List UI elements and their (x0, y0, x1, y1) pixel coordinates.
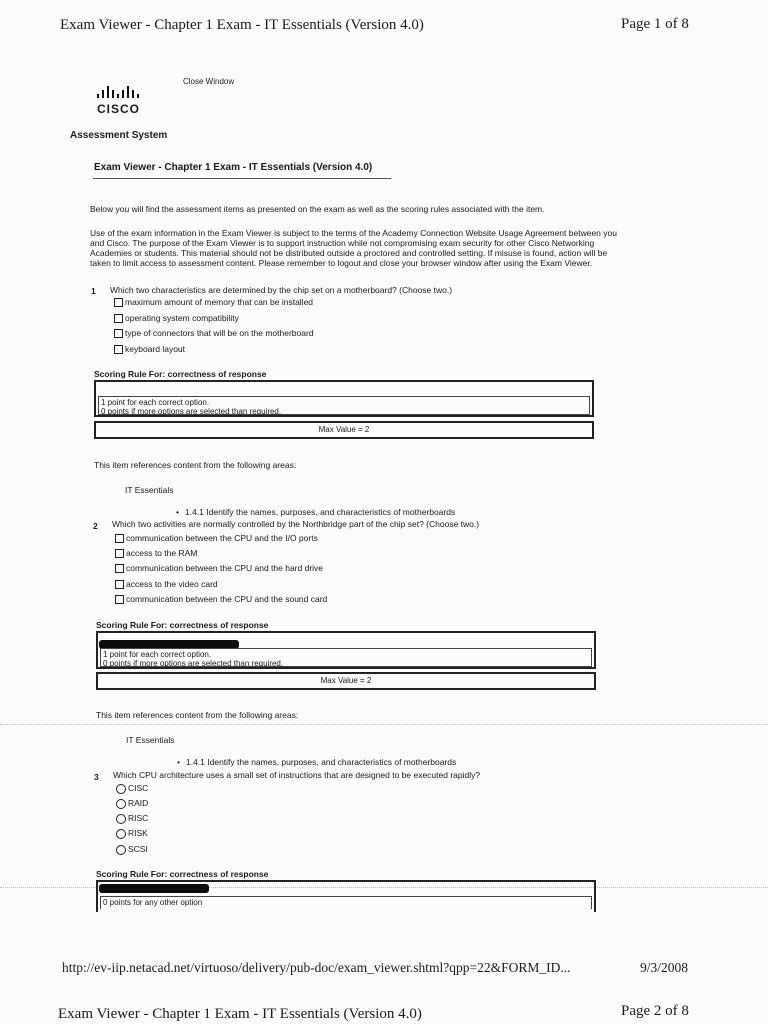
answer-option[interactable] (114, 344, 185, 355)
question-text: Which two characteristics are determined by the chip set on a motherboard? (Choose two.) (110, 285, 453, 295)
usage-line: and Cisco. The purpose of the Exam Viewer is to support instruction while not compromising exam security for other Cisco Networking (90, 238, 595, 248)
page-footer-url: http://ev-iip.netacad.net/virtuoso/delivery/pub-doc/exam_viewer.shtml?qpp=22&FORM_ID... (62, 960, 571, 975)
scoring-rule-box (96, 880, 596, 912)
answer-option[interactable] (115, 579, 218, 590)
question-text: Which two activities are normally controlled by the Northbridge part of the chip set? (Choose two.) (112, 519, 480, 529)
checkbox-icon[interactable] (114, 345, 123, 354)
radio-icon[interactable] (116, 829, 126, 839)
checkbox-icon[interactable] (114, 314, 123, 323)
radio-icon[interactable] (116, 784, 126, 794)
rule-line: 0 points for any other option (103, 898, 203, 907)
answer-option[interactable] (114, 328, 314, 339)
objective-item: • 1.4.1 Identify the names, purposes, and characteristics of motherboards (177, 757, 456, 767)
answer-option[interactable] (115, 594, 327, 605)
page-header-title: Exam Viewer - Chapter 1 Exam - IT Essentials (Version 4.0) (58, 1006, 422, 1022)
close-window-link[interactable]: Close Window (183, 77, 235, 86)
option-label: access to the RAM (126, 548, 198, 558)
answer-option[interactable] (116, 798, 148, 809)
answer-option[interactable] (115, 533, 318, 544)
radio-icon[interactable] (116, 845, 126, 855)
scoring-rule-box (96, 631, 596, 669)
scoring-rule-label: Scoring Rule For: correctness of response (94, 369, 267, 379)
answer-option[interactable] (116, 783, 148, 794)
checkbox-icon[interactable] (114, 329, 123, 338)
usage-line: Use of the exam information in the Exam Viewer is subject to the terms of the Academy Connection Website Usage Agreement between you (90, 228, 617, 238)
area-label: IT Essentials (126, 735, 175, 745)
references-label: This item references content from the following areas: (94, 460, 297, 470)
answer-option[interactable] (115, 563, 323, 574)
rule-line: 1 point for each correct option. (101, 398, 210, 407)
option-label: SCSI (128, 844, 148, 854)
answer-option[interactable] (115, 548, 197, 559)
scan-artifact-line (0, 724, 768, 725)
scoring-rule-label: Scoring Rule For: correctness of response (96, 620, 269, 630)
usage-line: Academies or students. This material should not be distributed outside a proctored and controlled setting. If misuse is found, action will be (90, 248, 608, 258)
usage-line: taken to limit access to assessment content. Please remember to logout and close your browser window after using the Exam Viewer. (90, 258, 593, 268)
radio-icon[interactable] (116, 799, 126, 809)
checkbox-icon[interactable] (115, 580, 124, 589)
max-value: Max Value = 2 (94, 421, 594, 439)
option-label: access to the video card (126, 579, 218, 589)
page-footer-date: 9/3/2008 (640, 960, 689, 975)
max-value: Max Value = 2 (96, 672, 596, 690)
checkbox-icon[interactable] (115, 564, 124, 573)
references-label: This item references content from the following areas: (96, 710, 299, 720)
system-title: Assessment System (70, 130, 168, 141)
checkbox-icon[interactable] (114, 298, 123, 307)
option-label: maximum amount of memory that can be installed (125, 297, 314, 307)
cisco-logo-text: CISCO (97, 102, 141, 116)
scoring-rules (98, 396, 590, 415)
question-number: 3 (94, 772, 99, 782)
answer-option[interactable] (114, 313, 239, 324)
rule-line: 1 point for each correct option. (103, 650, 212, 659)
checkbox-icon[interactable] (115, 595, 124, 604)
checkbox-icon[interactable] (115, 549, 124, 558)
area-label: IT Essentials (125, 485, 174, 495)
option-label: communication between the CPU and the I/O ports (126, 533, 318, 543)
radio-icon[interactable] (116, 814, 126, 824)
checkbox-icon[interactable] (115, 534, 124, 543)
scoring-rules (100, 648, 592, 667)
scoring-rule-box (94, 380, 594, 417)
option-label: communication between the CPU and the sound card (126, 594, 328, 604)
option-label: RAID (128, 798, 149, 808)
answer-option[interactable] (116, 813, 148, 824)
page-number: Page 2 of 8 (621, 1003, 689, 1019)
exam-title: Exam Viewer - Chapter 1 Exam - IT Essentials (Version 4.0) (94, 162, 373, 173)
option-label: keyboard layout (125, 344, 186, 354)
cisco-logo-icon (97, 86, 139, 98)
objective-item: • 1.4.1 Identify the names, purposes, and characteristics of motherboards (176, 507, 455, 517)
scoring-rules (100, 896, 592, 909)
option-label: type of connectors that will be on the motherboard (125, 328, 314, 338)
page-header-title: Exam Viewer - Chapter 1 Exam - IT Essentials (Version 4.0) (60, 17, 424, 33)
intro-text: Below you will find the assessment items as presented on the exam as well as the scoring rules associated with the item. (90, 204, 545, 214)
page-number: Page 1 of 8 (621, 16, 689, 32)
usage-agreement (90, 228, 670, 268)
title-divider (93, 178, 391, 179)
question-number: 2 (93, 521, 98, 531)
rule-line: 0 points if more options are selected than required. (101, 407, 282, 416)
option-label: RISK (128, 828, 148, 838)
question-number: 1 (91, 286, 96, 296)
option-label: communication between the CPU and the hard drive (126, 563, 324, 573)
option-label: RISC (128, 813, 149, 823)
option-label: CISC (128, 783, 149, 793)
scoring-rule-label: Scoring Rule For: correctness of response (96, 869, 269, 879)
answer-option[interactable] (114, 297, 313, 308)
answer-option[interactable] (116, 844, 148, 855)
option-label: operating system compatibility (125, 313, 239, 323)
answer-option[interactable] (116, 828, 148, 839)
question-text: Which CPU architecture uses a small set of instructions that are designed to be executed rapidly? (113, 770, 481, 780)
rule-line: 0 points if more options are selected than required. (103, 659, 284, 668)
